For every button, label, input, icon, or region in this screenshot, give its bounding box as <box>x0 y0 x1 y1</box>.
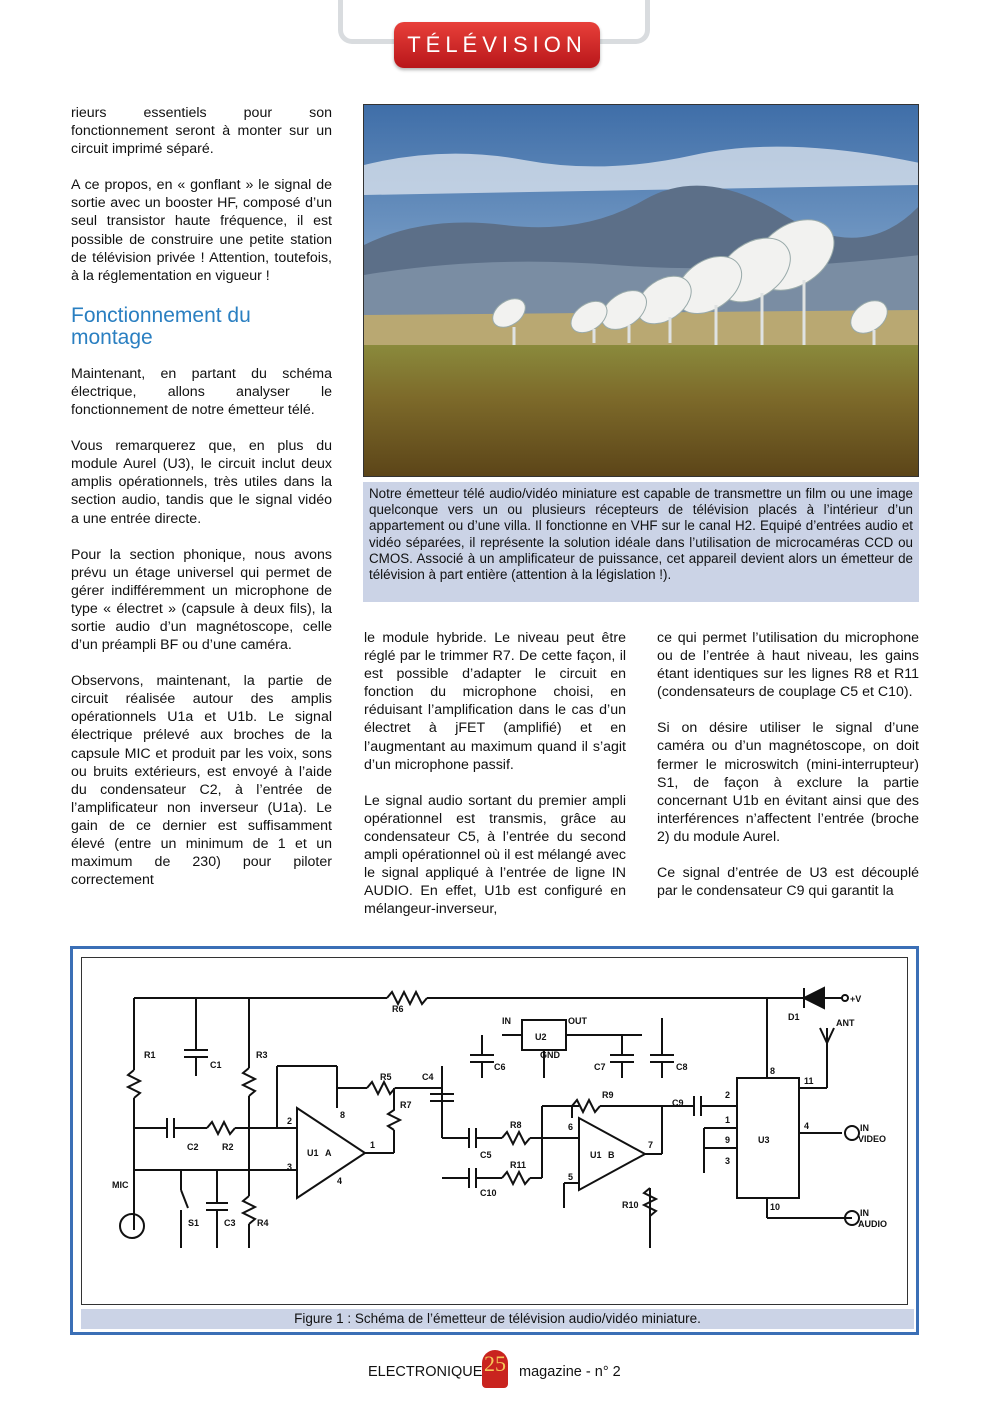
pin-label: 2 <box>725 1090 731 1100</box>
label-r7: R7 <box>400 1100 412 1110</box>
label-in-video: IN <box>860 1123 869 1133</box>
paragraph: Ce signal d’entrée de U3 est découplé par le condensateur C9 qui garantit la <box>657 865 919 900</box>
label-r4: R4 <box>257 1218 269 1228</box>
label-u1a-sub: A <box>325 1148 332 1158</box>
pin-label: 4 <box>804 1121 810 1131</box>
label-c5: C5 <box>480 1150 492 1160</box>
page-number: 25 <box>484 1351 506 1376</box>
pin-label: 8 <box>770 1066 776 1076</box>
figure-caption: Figure 1 : Schéma de l’émetteur de télévision audio/vidéo miniature. <box>81 1309 914 1329</box>
figure-box <box>70 946 919 1335</box>
pin-label: 4 <box>337 1176 343 1186</box>
pin-label: 2 <box>287 1116 293 1126</box>
footer-issue: magazine - n° 2 <box>519 1364 621 1380</box>
pin-label: 3 <box>287 1162 293 1172</box>
paragraph: Observons, maintenant, la partie de circuit réalisée autour des amplis opérationnels U1a et U1b. Le signal électrique prélevé aux broches de la capsule MIC et produit par les voix, sons ou bruits extérieurs, est envoyé à l’aide du condensateur C2, à l’entrée de l’amplificateur non inverseur (U1a). Le gain de ce dernier est suffisamment élevé (entre un minimum de 1 et un maximum de 230) pour piloter correctement <box>71 673 332 889</box>
section-heading: Fonctionnement du montage <box>71 303 251 349</box>
pin-label: 8 <box>340 1110 346 1120</box>
section-title: TÉLÉVISION <box>394 22 600 68</box>
middle-column <box>364 629 626 936</box>
pin-label: 11 <box>804 1076 814 1086</box>
label-u3: U3 <box>758 1135 770 1145</box>
label-video: VIDEO <box>858 1134 887 1144</box>
pin-label: 1 <box>370 1140 376 1150</box>
label-u1b-sub: B <box>608 1150 615 1160</box>
label-c3: C3 <box>224 1218 236 1228</box>
left-column <box>71 104 332 907</box>
label-c1: C1 <box>210 1060 222 1070</box>
label-c6: C6 <box>494 1062 506 1072</box>
label-r6: R6 <box>392 1004 404 1014</box>
label-vplus: +V <box>850 994 862 1004</box>
label-ant: ANT <box>836 1018 855 1028</box>
label-u1b: U1 <box>590 1150 602 1160</box>
photo-caption: Notre émetteur télé audio/vidéo miniature est capable de transmettre un film ou une image quelconque vers un ou plusieurs récepteurs de télévision placés à l’intérieur d’un appartement ou d’une villa. Il fonctionne en VHF sur le canal H2. Equipé d’entrées audio et vidéo séparées, il représente la solution idéale dans l’utilisation de microcaméras CCD ou CMOS. Associé à un amplificateur de puissance, cet appareil devient alors un émetteur de télévision à part entière (attention à la législation !). <box>363 482 919 602</box>
footer-magazine: ELECTRONIQUE <box>368 1364 483 1380</box>
label-u2-gnd: GND <box>540 1050 560 1060</box>
label-r2: R2 <box>222 1142 234 1152</box>
pin-label: 10 <box>770 1202 781 1212</box>
schematic-labels <box>82 958 907 1304</box>
pin-label: 5 <box>568 1172 574 1182</box>
label-u1a: U1 <box>307 1148 319 1158</box>
label-c4: C4 <box>422 1072 434 1082</box>
paragraph: le module hybride. Le niveau peut être réglé par le trimmer R7. De cette façon, il est possible d’adapter le circuit en fonction du microphone choisi, en réduisant l’amplification dans le cas d’un électret à jFET (amplifié) et en l’augmentant au maximum quand il s’agit d’un microphone passif. <box>364 630 626 773</box>
pin-label: 1 <box>725 1115 731 1125</box>
label-r10: R10 <box>622 1200 639 1210</box>
label-r3: R3 <box>256 1050 268 1060</box>
schematic-frame <box>81 957 908 1305</box>
label-u2: U2 <box>535 1032 547 1042</box>
label-d1: D1 <box>788 1012 800 1022</box>
label-mic: MIC <box>112 1180 129 1190</box>
label-u2-out: OUT <box>568 1016 587 1026</box>
label-r5: R5 <box>380 1072 392 1082</box>
label-c2: C2 <box>187 1142 199 1152</box>
label-r9: R9 <box>602 1090 614 1100</box>
radio-telescope-photo <box>363 104 919 477</box>
right-column <box>657 629 919 918</box>
label-c9: C9 <box>672 1098 684 1108</box>
label-c7: C7 <box>594 1062 606 1072</box>
label-in-audio: IN <box>860 1208 869 1218</box>
pin-label: 9 <box>725 1135 731 1145</box>
label-c10: C10 <box>480 1188 497 1198</box>
paragraph: Vous remarquerez que, en plus du module Aurel (U3), le circuit inclut deux amplis opérationnels, très utiles dans la section audio, tandis que le signal vidéo a une entrée directe. <box>71 438 332 527</box>
label-u2-in: IN <box>502 1016 511 1026</box>
paragraph: Pour la section phonique, nous avons prévu un étage universel qui permet de gérer indifféremment un microphone de type « électret » (capsule à deux fils), la sortie audio d’un magnétoscope, celle d’un préampli BF ou d’une caméra. <box>71 546 332 654</box>
paragraph: Maintenant, en partant du schéma électrique, allons analyser le fonctionnement de notre émetteur télé. <box>71 365 332 419</box>
label-s1: S1 <box>188 1218 200 1228</box>
pin-label: 6 <box>568 1122 574 1132</box>
paragraph: rieurs essentiels pour son fonctionnement seront à monter sur un circuit imprimé séparé. <box>71 105 332 158</box>
label-c8: C8 <box>676 1062 688 1072</box>
paragraph: A ce propos, en « gonflant » le signal de sortie avec un booster HF, composé d’un seul transistor haute fréquence, il est possible de construire une petite station de télévision privée ! Attention, toutefois, à la réglementation en vigueur ! <box>71 177 332 284</box>
label-audio: AUDIO <box>858 1219 887 1229</box>
paragraph: Le signal audio sortant du premier ampli opérationnel est transmis, grâce au condensateur C5, à l’entrée du second ampli opérationnel où il est mélangé avec le signal appliqué à l’entrée de ligne IN AUDIO. En effet, U1b est configuré en mélangeur-inverseur, <box>364 792 626 918</box>
pin-label: 3 <box>725 1156 731 1166</box>
label-r11: R11 <box>510 1160 527 1170</box>
label-r8: R8 <box>510 1120 522 1130</box>
label-r1: R1 <box>144 1050 156 1060</box>
paragraph: Si on désire utiliser le signal d’une caméra ou d’un magnétoscope, on doit fermer le microswitch (mini-interrupteur) S1, de façon à exclure la partie concernant U1b en évitant ainsi que des interférences n’affectent l’entrée (broche 2) du module Aurel. <box>657 720 919 845</box>
pin-label: 7 <box>648 1140 654 1150</box>
paragraph: ce qui permet l’utilisation du microphone ou de l’entrée à haut niveau, les gains étant identiques sur les lignes R8 et R11 (condensateurs de couplage C5 et C10). <box>657 630 919 701</box>
